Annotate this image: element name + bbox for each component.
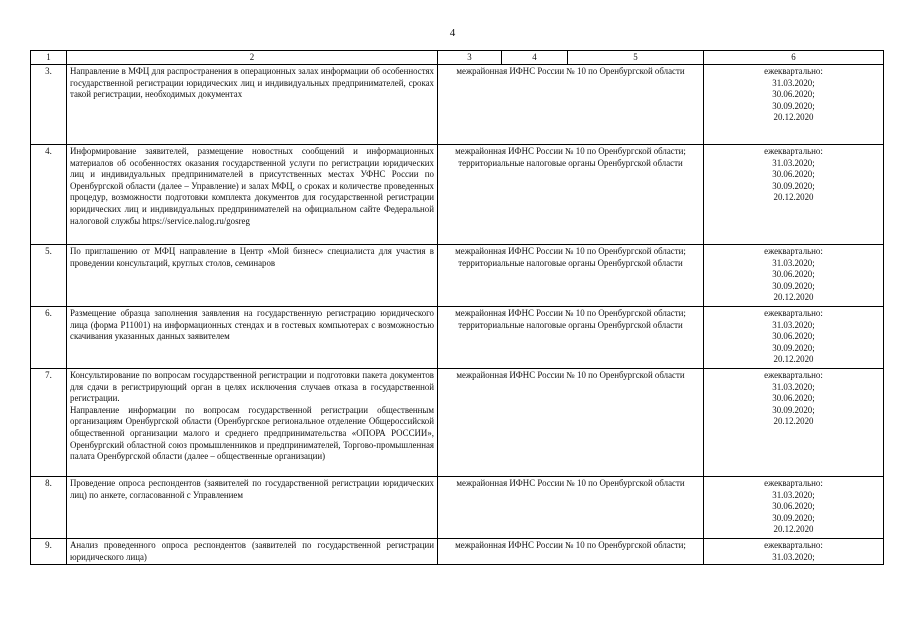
table-rows: [31, 65, 884, 565]
activity-description: [67, 65, 438, 145]
column-number: 4: [502, 51, 568, 65]
deadline-line: 30.09.2020;: [772, 280, 815, 291]
column-number: 3: [438, 51, 502, 65]
deadline-line: 30.09.2020;: [772, 404, 815, 415]
table-row: [31, 539, 884, 565]
deadline-line: 31.03.2020;: [772, 257, 815, 268]
column-number: 5: [568, 51, 704, 65]
responsible-executors: [438, 369, 704, 477]
deadline-line: 20.12.2020: [773, 112, 814, 123]
deadline-line: 30.06.2020;: [772, 269, 815, 280]
activity-description: [67, 145, 438, 245]
execution-deadline: [704, 539, 884, 565]
deadline-line: 20.12.2020: [773, 524, 814, 535]
activity-description: [67, 307, 438, 369]
responsible-executors: [438, 477, 704, 539]
deadline-line: 30.06.2020;: [772, 393, 815, 404]
deadline-line: ежеквартально:: [764, 66, 823, 76]
responsible-executors: [438, 245, 704, 307]
deadline-line: ежеквартально:: [764, 146, 823, 156]
execution-deadline: [704, 369, 884, 477]
responsible-executors: [438, 145, 704, 245]
deadline-line: 20.12.2020: [773, 192, 814, 203]
deadline-line: 30.09.2020;: [772, 180, 815, 191]
deadline-line: 31.03.2020;: [772, 319, 815, 330]
deadline-line: ежеквартально:: [764, 540, 823, 550]
row-number: 8.: [31, 477, 67, 539]
deadline-line: 30.06.2020;: [772, 501, 815, 512]
activity-description: [67, 477, 438, 539]
deadline-line: 20.12.2020: [773, 416, 814, 427]
table-row: [31, 369, 884, 477]
activity-description: [67, 539, 438, 565]
activity-description: [67, 245, 438, 307]
description-paragraph: Направление информации по вопросам государственной регистрации общественным организациям Оренбургской области (Оренбургское региональное отделение Общероссийской общественной организации малого и среднего предпринимательства «ОПОРА РОССИИ», Оренбургский областной союз промышленников и предпринимателей, Торгово-промышленная палата Оренбургской области (далее – общественные организации): [70, 404, 434, 462]
row-number: 6.: [31, 307, 67, 369]
row-number: 9.: [31, 539, 67, 565]
page-number: 4: [449, 27, 456, 39]
table-row: [31, 65, 884, 145]
action-plan-table: [30, 50, 884, 565]
deadline-line: 31.03.2020;: [772, 381, 815, 392]
deadline-line: 31.03.2020;: [772, 489, 815, 500]
deadline-line: 31.03.2020;: [772, 551, 815, 562]
executor-line: межрайонная ИФНС России № 10 по Оренбургской области;: [455, 540, 686, 550]
deadline-line: ежеквартально:: [764, 478, 823, 488]
execution-deadline: [704, 245, 884, 307]
executor-line: межрайонная ИФНС России № 10 по Оренбургской области;: [455, 308, 686, 318]
description-paragraph: По приглашению от МФЦ направление в Центр «Мой бизнес» специалиста для участия в проведении консультаций, круглых столов, семинаров: [70, 246, 434, 268]
deadline-line: 30.06.2020;: [772, 331, 815, 342]
execution-deadline: [704, 477, 884, 539]
column-number-header-row: [31, 51, 884, 65]
table-row: [31, 145, 884, 245]
deadline-line: 31.03.2020;: [772, 157, 815, 168]
deadline-line: 30.06.2020;: [772, 89, 815, 100]
row-number: 3.: [31, 65, 67, 145]
row-number: 7.: [31, 369, 67, 477]
description-paragraph: Анализ проведенного опроса респондентов (заявителей по государственной регистрации юридического лица): [70, 540, 434, 562]
executor-line: межрайонная ИФНС России № 10 по Оренбургской области;: [455, 246, 686, 256]
deadline-line: ежеквартально:: [764, 246, 823, 256]
deadline-line: 30.09.2020;: [772, 342, 815, 353]
executor-line: межрайонная ИФНС России № 10 по Оренбургской области: [456, 66, 685, 76]
deadline-line: ежеквартально:: [764, 370, 823, 380]
responsible-executors: [438, 539, 704, 565]
description-paragraph: Направление в МФЦ для распространения в операционных залах информации об особенностях государственной регистрации юридических лиц и индивидуальных предпринимателей, сроках такой регистрации, необходимых документах: [70, 66, 434, 100]
column-number: 2: [67, 51, 438, 65]
deadline-line: 20.12.2020: [773, 354, 814, 365]
deadline-line: 31.03.2020;: [772, 77, 815, 88]
responsible-executors: [438, 65, 704, 145]
description-paragraph: Размещение образца заполнения заявления на государственную регистрацию юридического лица (форма Р11001) на информационных стендах и в гостевых компьютерах с возможностью скачивания указанных данных заявителем: [70, 308, 434, 342]
executor-line: межрайонная ИФНС России № 10 по Оренбургской области: [456, 370, 685, 380]
executor-line: территориальные налоговые органы Оренбургской области: [458, 257, 683, 268]
table-row: [31, 307, 884, 369]
row-number: 5.: [31, 245, 67, 307]
deadline-line: 30.06.2020;: [772, 169, 815, 180]
column-number: 1: [31, 51, 67, 65]
description-paragraph: Проведение опроса респондентов (заявителей по государственной регистрации юридических лиц) по анкете, согласованной с Управлением: [70, 478, 434, 500]
deadline-line: ежеквартально:: [764, 308, 823, 318]
row-number: 4.: [31, 145, 67, 245]
execution-deadline: [704, 307, 884, 369]
description-paragraph: Информирование заявителей, размещение новостных сообщений и информационных материалов об особенностях оказания государственной услуги по регистрации юридических лиц и индивидуальных предпринимателей в присутственных местах УФНС России по Оренбургской области (далее – Управление) и залах МФЦ, о сроках и количестве проведенных процедур, возможности подготовки комплекта документов для государственной регистрации юридических лиц и индивидуальных предпринимателей на официальном сайте Федеральной налоговой службы https://service.nalog.ru/gosreg: [70, 146, 434, 226]
executor-line: территориальные налоговые органы Оренбургской области: [458, 319, 683, 330]
deadline-line: 30.09.2020;: [772, 100, 815, 111]
description-paragraph: Консультирование по вопросам государственной регистрации и подготовки пакета документов для сдачи в регистрирующий орган в целях исключения случаев отказа в государственной регистрации.: [70, 370, 434, 404]
execution-deadline: [704, 145, 884, 245]
executor-line: территориальные налоговые органы Оренбургской области: [458, 157, 683, 168]
activity-description: [67, 369, 438, 477]
deadline-line: 30.09.2020;: [772, 512, 815, 523]
table-row: [31, 245, 884, 307]
executor-line: межрайонная ИФНС России № 10 по Оренбургской области: [456, 478, 685, 488]
responsible-executors: [438, 307, 704, 369]
executor-line: межрайонная ИФНС России № 10 по Оренбургской области;: [455, 146, 686, 156]
deadline-line: 20.12.2020: [773, 292, 814, 303]
execution-deadline: [704, 65, 884, 145]
column-number: 6: [704, 51, 884, 65]
table-row: [31, 477, 884, 539]
